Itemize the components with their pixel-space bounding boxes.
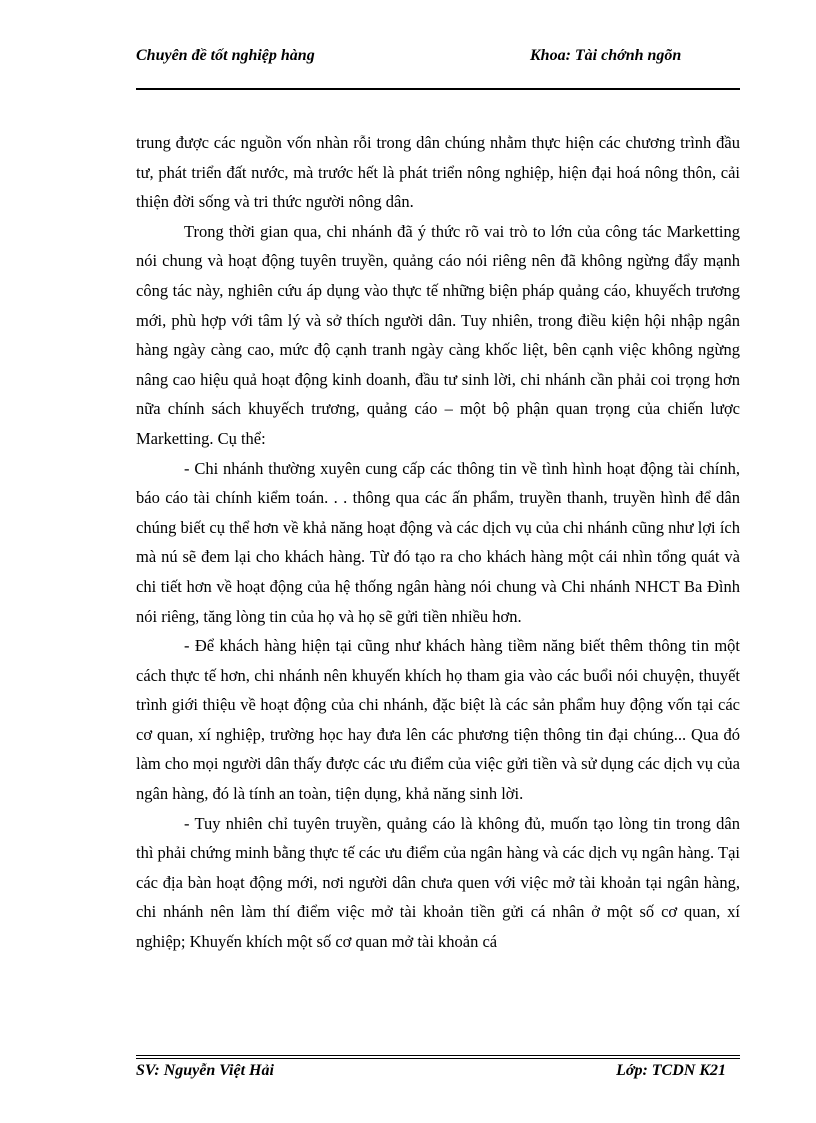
paragraph-marketing-context: Trong thời gian qua, chi nhánh đã ý thức rõ vai trò to lớn của công tác Marketting nói chung và hoạt động tuyên truyền, quảng cáo nói riêng nên đã không ngừng đẩy mạnh công tác này, nghiên cứu áp dụng vào thực tế những biện pháp quảng cáo, khuyếch trương mới, phù hợp với tâm lý và sở thích người dân. Tuy nhiên, trong điều kiện hội nhập ngân hàng ngày càng cao, mức độ cạnh tranh ngày càng khốc liệt, bên cạnh việc không ngừng nâng cao hiệu quả hoạt động kinh doanh, đầu tư sinh lời, chi nhánh cần phải coi trọng hơn nữa chính sách khuyếch trương, quảng cáo – một bộ phận quan trọng của chiến lược Marketting. Cụ thể: bbox=[136, 221, 740, 448]
paragraph-continuation: trung được các nguồn vốn nhàn rỗi trong dân chúng nhằm thực hiện các chương trình đầu tư, phát triển đất nước, mà trước hết là phát triển nông nghiệp, hiện đại hoá nông thôn, cải thiện đời sống và tri thức người nông dân. bbox=[136, 133, 740, 212]
header-faculty: Khoa: Tài chớnh ngõn bbox=[530, 47, 682, 64]
footer-student-name: SV: Nguyễn Việt Hải bbox=[136, 1062, 274, 1079]
header-document-type: Chuyên đề tốt nghiệp hàng bbox=[136, 47, 315, 64]
document-body bbox=[136, 128, 740, 957]
page-header bbox=[136, 46, 740, 90]
header-divider bbox=[136, 88, 740, 90]
paragraph-trial-accounts: - Tuy nhiên chỉ tuyên truyền, quảng cáo là không đủ, muốn tạo lòng tin trong dân thì phải chứng minh bằng thực tế các ưu điểm của ngân hàng và các dịch vụ ngân hàng. Tại các địa bàn hoạt động mới, nơi người dân chưa quen với việc mở tài khoản tại ngân hàng, chi nhánh nên làm thí điểm việc mở tài khoản tiền gửi cá nhân ở một số cơ quan, xí nghiệp; Khuyến khích một số cơ quan mở tài khoản cá bbox=[136, 813, 740, 952]
footer-divider bbox=[136, 1055, 740, 1059]
paragraph-customer-events: - Để khách hàng hiện tại cũng như khách hàng tiềm năng biết thêm thông tin một cách thực tế hơn, chi nhánh nên khuyến khích họ tham gia vào các buổi nói chuyện, thuyết trình giới thiệu về hoạt động của chi nhánh, đặc biệt là các sản phẩm huy động vốn tại các cơ quan, xí nghiệp, trường học hay đưa lên các phương tiện thông tin đại chúng... Qua đó làm cho mọi người dân thấy được các ưu điểm của việc gửi tiền và sử dụng các dịch vụ của ngân hàng, đó là tính an toàn, tiện dụng, khả năng sinh lời. bbox=[136, 636, 740, 804]
paragraph-financial-info: - Chi nhánh thường xuyên cung cấp các thông tin về tình hình hoạt động tài chính, báo cáo tài chính kiểm toán. . . thông qua các ấn phẩm, truyền thanh, truyền hình để dân chúng biết cụ thể hơn về khả năng hoạt động và các dịch vụ của chi nhánh cũng như lợi ích mà nú sẽ đem lại cho khách hàng. Từ đó tạo ra cho khách hàng một cái nhìn tổng quát và chi tiết hơn về hoạt động của hệ thống ngân hàng nói chung và Chi nhánh NHCT Ba Đình nói riêng, tăng lòng tin của họ và họ sẽ gửi tiền nhiều hơn. bbox=[136, 458, 740, 626]
footer-class: Lớp: TCDN K21 bbox=[616, 1062, 726, 1079]
